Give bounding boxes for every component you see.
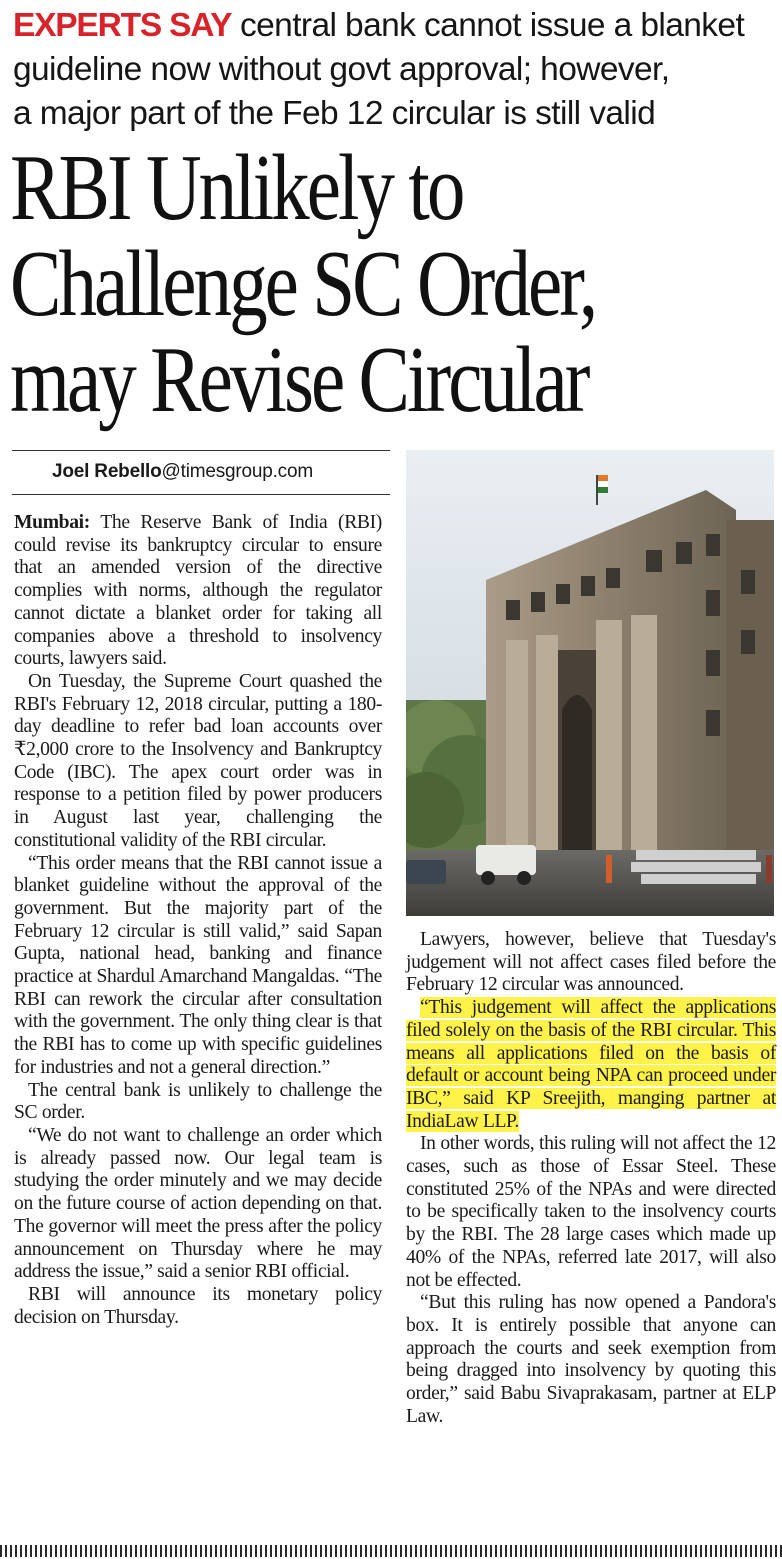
paragraph: “This order means that the RBI cannot issue a blanket guideline without the approval of the government. But the majority part of the February 12 circular is still valid,” said Sapan Gupta, national head, banking and finance practice at Shardul Amarchand Mangaldas. “The RBI can rework the circular after consultation with the government. The only thing clear is that the RBI has to come up with specific guidelines for industries and not a general direction.” [14,852,382,1078]
deck-line-1 [13,4,778,48]
headline-line-2: Challenge SC Order, [10,232,596,336]
building-photo-icon [406,450,774,916]
deck [13,4,778,136]
byline-rule [12,450,390,451]
paragraph: “But this ruling has now opened a Pandora's box. It is entirely possible that anyone can approach the courts and seek exemption from being dragged into insolvency by quoting this order,” said Babu Sivaprakasam, partner at ELP Law. [406,1292,776,1427]
paragraph: In other words, this ruling will not affect the 12 cases, such as those of Essar Steel. These constituted 25% of the NPAs and were directed to be specifically taken to the insolvency courts by the RBI. The 28 large cases which made up 40% of the NPAs, referred late 2017, will also not be effected. [406,1133,776,1291]
deck-line-1-rest: central bank cannot issue a blanket [231,7,745,44]
deck-line-2: guideline now without govt approval; however, [13,51,670,88]
headline [10,136,641,432]
paragraph: The central bank is unlikely to challenge the SC order. [14,1079,382,1124]
paragraph-text: The Reserve Bank of India (RBI) could revise its bankruptcy circular to ensure that an amended version of the directive complies with norms, although the regulator cannot dictate a blanket order for taking all companies above a threshold to insolvency courts, lawyers said. [14,512,382,670]
byline-handle: @timesgroup.com [161,461,313,482]
dateline: Mumbai: [14,512,90,533]
highlighted-quote: “This judgement will affect the applications filed solely on the basis of the RBI circular. This means all applications filed on the basis of default or account being NPA can proceed under IBC,” said KP Sreejith, manging partner at IndiaLaw LLP. [406,997,776,1132]
paragraph: RBI will announce its monetary policy decision on Thursday. [14,1283,382,1328]
highlighted-paragraph [406,997,776,1133]
deck-line-3: a major part of the Feb 12 circular is still valid [13,95,656,132]
column-2 [406,929,776,1428]
paragraph: “We do not want to challenge an order which is already passed now. Our legal team is studying the order minutely and we may decide on the future course of action depending on that. The governor will meet the press after the policy announcement on Thursday where he may address the issue,” said a senior RBI official. [14,1124,382,1283]
paragraph: Lawyers, however, believe that Tuesday's judgement will not affect cases filed before the February 12 circular was announced. [406,929,776,996]
byline-name: Joel Rebello [52,461,162,482]
kicker: EXPERTS SAY [13,7,232,44]
paragraph: On Tuesday, the Supreme Court quashed the RBI's February 12, 2018 circular, putting a 180-day deadline to refer bad loan accounts over ₹2,000 crore to the Insolvency and Bankruptcy Code (IBC). The apex court order was in response to a petition filed by power producers in August last year, challenging the constitutional validity of the RBI circular. [14,670,382,851]
byline [52,461,313,483]
bottom-rule [0,1545,782,1557]
column-1 [14,512,382,1329]
headline-line-3: may Revise Circular [10,328,588,432]
building-photo [406,450,774,916]
headline-line-1: RBI Unlikely to [10,136,463,240]
byline-bottom-rule [12,494,390,495]
paragraph [14,512,382,671]
